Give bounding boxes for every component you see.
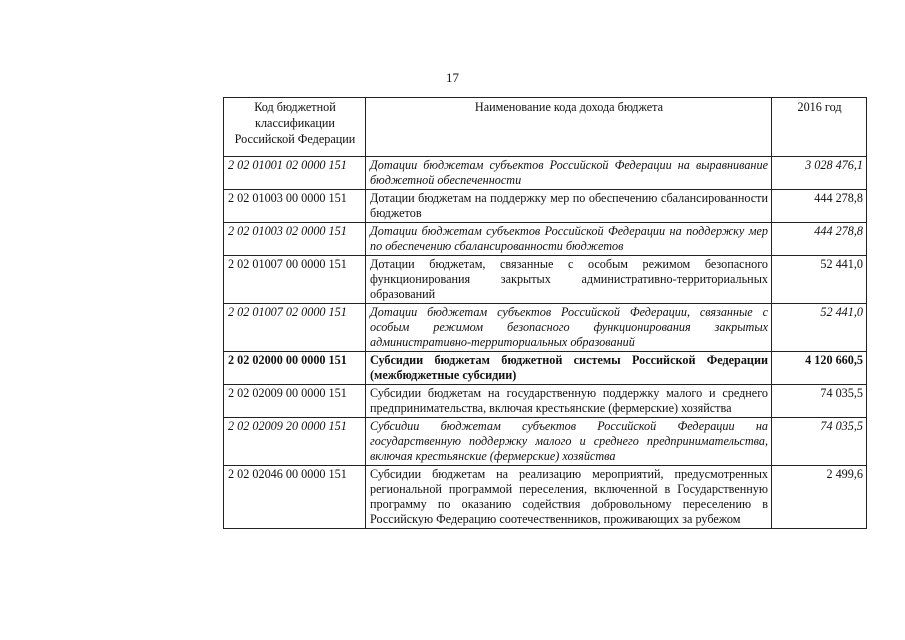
table-body [224,157,867,529]
value-cell: 52 441,0 [772,256,867,304]
code-cell: 2 02 02000 00 0000 151 [224,352,366,385]
table-row [224,385,867,418]
value-cell: 444 278,8 [772,223,867,256]
name-cell: Субсидии бюджетам субъектов Российской Федерации на государственную поддержку малого и среднего предпринимательства, включая крестьянские (фермерские) хозяйства [366,418,772,466]
code-cell: 2 02 01001 02 0000 151 [224,157,366,190]
header-name: Наименование кода дохода бюджета [366,98,772,157]
value-cell: 444 278,8 [772,190,867,223]
name-cell: Дотации бюджетам, связанные с особым режимом безопасного функционирования закрытых административно-территориальных образований [366,256,772,304]
table-row [224,256,867,304]
header-year: 2016 год [772,98,867,157]
value-cell: 74 035,5 [772,385,867,418]
name-cell: Дотации бюджетам субъектов Российской Федерации, связанные с особым режимом безопасного функционирования закрытых административно-территориальных образований [366,304,772,352]
name-cell: Дотации бюджетам субъектов Российской Федерации на поддержку мер по обеспечению сбалансированности бюджетов [366,223,772,256]
value-cell: 2 499,6 [772,466,867,529]
table-row [224,466,867,529]
code-cell: 2 02 02009 00 0000 151 [224,385,366,418]
name-cell: Дотации бюджетам на поддержку мер по обеспечению сбалансированности бюджетов [366,190,772,223]
code-cell: 2 02 01007 00 0000 151 [224,256,366,304]
table-row [224,304,867,352]
table-row [224,190,867,223]
header-code: Код бюджетной классификации Российской Федерации [224,98,366,157]
name-cell: Субсидии бюджетам бюджетной системы Российской Федерации (межбюджетные субсидии) [366,352,772,385]
table-row [224,157,867,190]
code-cell: 2 02 01003 00 0000 151 [224,190,366,223]
value-cell: 3 028 476,1 [772,157,867,190]
code-cell: 2 02 01003 02 0000 151 [224,223,366,256]
table-header-row [224,98,867,157]
code-cell: 2 02 01007 02 0000 151 [224,304,366,352]
value-cell: 52 441,0 [772,304,867,352]
name-cell: Субсидии бюджетам на реализацию мероприятий, предусмотренных региональной программой переселения, включенной в Государственную программу по оказанию содействия добровольному переселению в Российскую Федерацию соотечественников, проживающих за рубежом [366,466,772,529]
code-cell: 2 02 02046 00 0000 151 [224,466,366,529]
table-row [224,223,867,256]
code-cell: 2 02 02009 20 0000 151 [224,418,366,466]
page-number: 17 [446,70,459,85]
budget-revenue-table [223,97,867,529]
name-cell: Субсидии бюджетам на государственную поддержку малого и среднего предпринимательства, включая крестьянские (фермерские) хозяйства [366,385,772,418]
value-cell: 4 120 660,5 [772,352,867,385]
name-cell: Дотации бюджетам субъектов Российской Федерации на выравнивание бюджетной обеспеченности [366,157,772,190]
value-cell: 74 035,5 [772,418,867,466]
table-row [224,418,867,466]
table-row [224,352,867,385]
